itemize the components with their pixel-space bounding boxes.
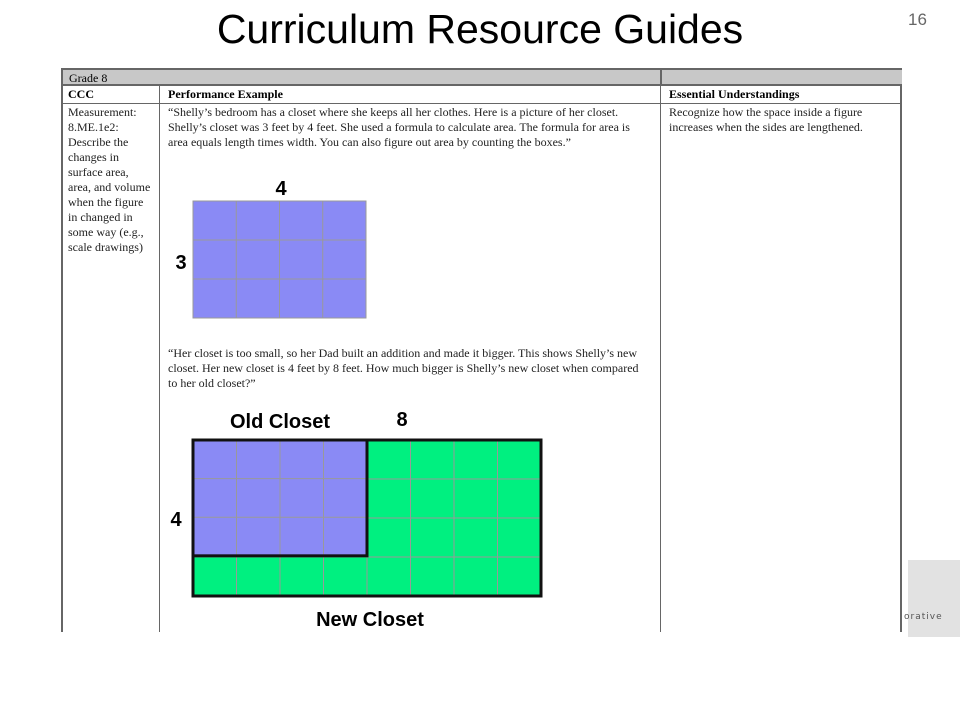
new-closet-label: New Closet bbox=[316, 609, 424, 631]
performance-text-2: “Her closet is too small, so her Dad built an addition and made it bigger. This shows Shelly’s new closet. Her new closet is 4 feet by 8 feet. How much bigger is Shelly’s new closet when compared to her old closet?” bbox=[168, 346, 639, 390]
header-ccc: CCC bbox=[68, 87, 94, 101]
header-performance: Performance Example bbox=[168, 87, 283, 101]
slide-title: Curriculum Resource Guides bbox=[216, 6, 744, 52]
old-width-label: 4 bbox=[275, 178, 287, 200]
header-essential: Essential Understandings bbox=[669, 87, 800, 101]
page-number: 16 bbox=[908, 10, 927, 29]
grade-row: Grade 8 bbox=[63, 70, 902, 86]
old-closet-label: Old Closet bbox=[229, 411, 331, 433]
new-closet-figure bbox=[193, 440, 541, 596]
essential-text: Recognize how the space inside a figure increases when the sides are lengthened. bbox=[669, 105, 863, 134]
new-width-label: 8 bbox=[396, 409, 408, 431]
old-height-label: 3 bbox=[175, 252, 187, 274]
side-text: orative bbox=[904, 612, 943, 622]
performance-text-1: “Shelly’s bedroom has a closet where she keeps all her clothes. Here is a picture of her closet. Shelly’s closet was 3 feet by 4 feet. She used a formula to calculate area. The formula for area is area equals length times width. You can also figure out area by counting the boxes.” bbox=[168, 105, 630, 149]
ccc-text: Measurement: 8.ME.1e2: Describe the changes in surface area, area, and volume when the figure in changed in some way (e.g., scale drawings) bbox=[68, 105, 151, 254]
old-closet-figure bbox=[193, 201, 366, 318]
new-height-label: 4 bbox=[170, 509, 182, 531]
